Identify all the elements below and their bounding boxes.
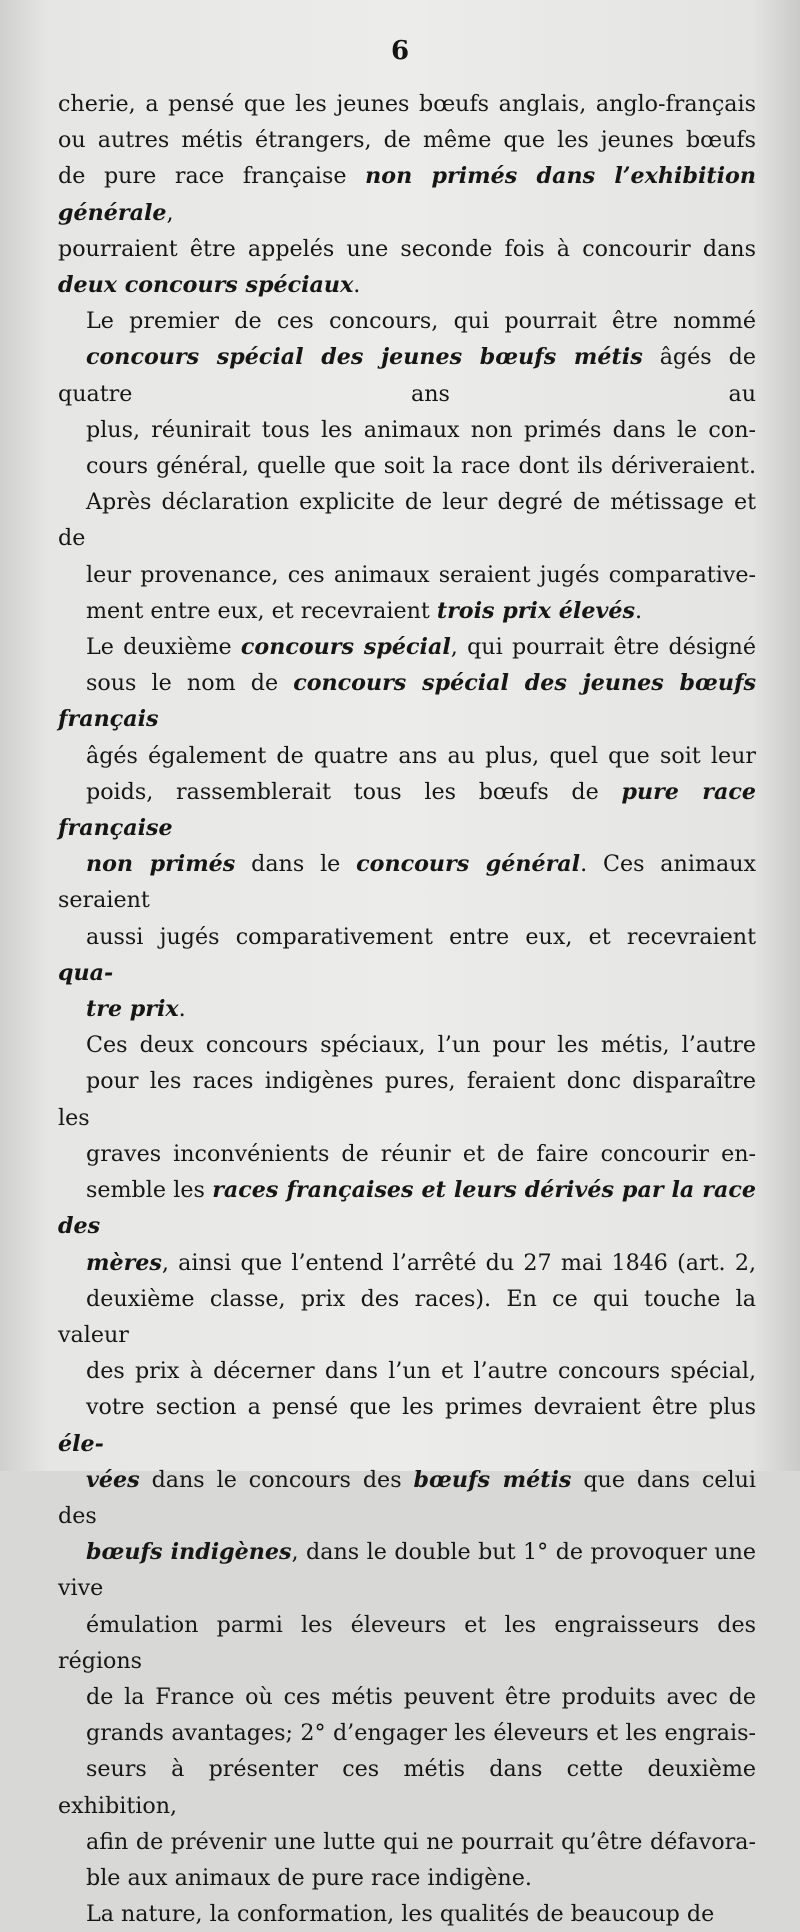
text-segment: . [353,272,361,299]
paragraph [58,303,756,629]
text-line [58,1389,756,1461]
text-segment: afin de prévenir une lutte qui ne pourrait qu’être défavora- [86,1828,756,1855]
text-line [58,1824,756,1860]
text-segment: semble les [86,1177,213,1204]
text-line [58,122,756,158]
text-line [58,158,756,230]
emphasis-text: bœufs métis [413,1466,572,1493]
text-line [58,774,756,846]
emphasis-text: trois prix élevés [436,597,635,624]
text-line [58,1896,756,1932]
text-segment: plus, réunirait tous les animaux non primés dans le con- [86,416,756,443]
text-segment: cherie, a pensé que les jeunes bœufs anglais, anglo-français [58,91,756,117]
text-segment: . [178,996,186,1023]
text-segment: ble aux animaux de pure race indigène. [86,1864,532,1891]
text-line [58,738,756,774]
text-segment: La nature, la conformation, les qualités de beaucoup de [86,1901,715,1928]
text-line [58,991,756,1027]
text-segment: Le deuxième [86,634,241,661]
text-segment: de la France où ces métis peuvent être produits avec de [86,1683,756,1710]
text-line [58,1027,756,1063]
text-segment: pourraient être appelés une seconde fois à concourir dans [58,235,756,262]
text-line [58,303,756,339]
paragraph [58,1027,756,1896]
text-segment: , [166,199,174,226]
emphasis-text: concours spécial des jeunes bœufs français [58,670,756,733]
text-line [58,1172,756,1244]
emphasis-text: tre prix [86,996,179,1023]
text-segment: des prix à décerner dans l’un et l’autre concours spécial, [86,1358,756,1385]
text-segment: Ces deux concours spéciaux, l’un pour les métis, l’autre [86,1032,756,1059]
emphasis-text: qua- [58,959,114,986]
text-line [58,1860,756,1896]
paragraph [58,1896,756,1932]
text-line [58,1136,756,1172]
emphasis-text: races françaises et leurs dérivés par la race des [58,1177,756,1240]
text-line [58,412,756,448]
text-line [58,846,756,918]
emphasis-text: concours général [356,851,581,878]
text-line [58,231,756,267]
emphasis-text: bœufs indigènes [86,1539,292,1566]
text-segment: . Ces animaux seraient [58,851,756,914]
text-segment: leur provenance, ces animaux seraient jugés comparative- [86,561,756,588]
text-line [58,1607,756,1679]
text-line [58,1462,756,1534]
emphasis-text: pure race française [58,778,756,842]
text-segment: cours général, quelle que soit la race dont ils dériveraient. [86,453,756,480]
text-segment: pour les races indigènes pures, feraient donc disparaître les [58,1068,756,1131]
text-segment: âgés également de quatre ans au plus, quel que soit leur [86,742,756,769]
text-line [58,1245,756,1281]
text-line [58,1281,756,1353]
text-segment: ou autres métis étrangers, de même que les jeunes bœufs [58,127,756,154]
text-line [58,339,756,411]
text-segment: ment entre eux, et recevraient [86,597,437,624]
text-line [58,1751,756,1823]
paragraph [58,629,756,1027]
text-line [58,1353,756,1389]
emphasis-text: concours spécial [240,634,451,661]
text-segment: Après déclaration explicite de leur degré de métissage et de [58,489,756,552]
text-segment: poids, rassemblerait tous les bœufs de [86,778,622,805]
text-line [58,629,756,665]
text-line [58,1534,756,1606]
text-line [58,1715,756,1751]
text-line [58,484,756,556]
emphasis-text: éle- [58,1430,104,1457]
text-segment: sous le nom de [86,670,294,697]
text-line [58,1063,756,1135]
text-segment: aussi jugés comparativement entre eux, et recevraient [86,923,756,950]
text-segment: seurs à présenter ces métis dans cette deuxième exhibition, [58,1756,756,1819]
emphasis-text: mères [86,1249,162,1276]
text-line [58,86,756,122]
text-segment: dans le concours des [139,1466,414,1493]
text-line [58,448,756,484]
text-line [58,1679,756,1715]
emphasis-text: deux concours spéciaux [58,272,354,299]
text-segment: deuxième classe, prix des races). En ce qui touche la valeur [58,1285,756,1348]
text-segment: , dans le double but 1° de provoquer une vive [58,1539,756,1602]
text-line [58,593,756,629]
text-line [58,557,756,593]
emphasis-text: non primés dans l’exhibition générale [58,163,756,226]
text-line [58,919,756,991]
text-segment: Le premier de ces concours, qui pourrait être nommé [86,308,756,335]
emphasis-text: vées [86,1466,140,1493]
text-segment: de pure race française [58,163,366,190]
emphasis-text: concours spécial des jeunes bœufs métis [86,344,643,371]
paragraph [58,86,756,303]
text-segment: grands avantages; 2° d’engager les éleveurs et les engrais- [86,1720,756,1747]
text-segment: émulation parmi les éleveurs et les engraisseurs des régions [58,1611,756,1674]
text-segment: . [634,597,643,624]
text-segment: votre section a pensé que les primes devraient être plus [86,1394,756,1421]
text-segment: âgés de quatre ans au [58,344,756,407]
text-segment: , ainsi que l’entend l’arrêté du 27 mai 1846 (art. 2, [161,1249,756,1276]
text-segment: , qui pourrait être désigné [450,634,756,661]
text-line [58,267,756,303]
text-segment: que dans celui des [58,1466,756,1529]
text-line [58,665,756,737]
text-segment: graves inconvénients de réunir et de faire concourir en- [86,1140,756,1167]
text-segment: dans le [235,851,357,878]
body-text [58,86,756,1932]
page-number: 6 [390,36,410,66]
emphasis-text: non primés [86,851,236,878]
